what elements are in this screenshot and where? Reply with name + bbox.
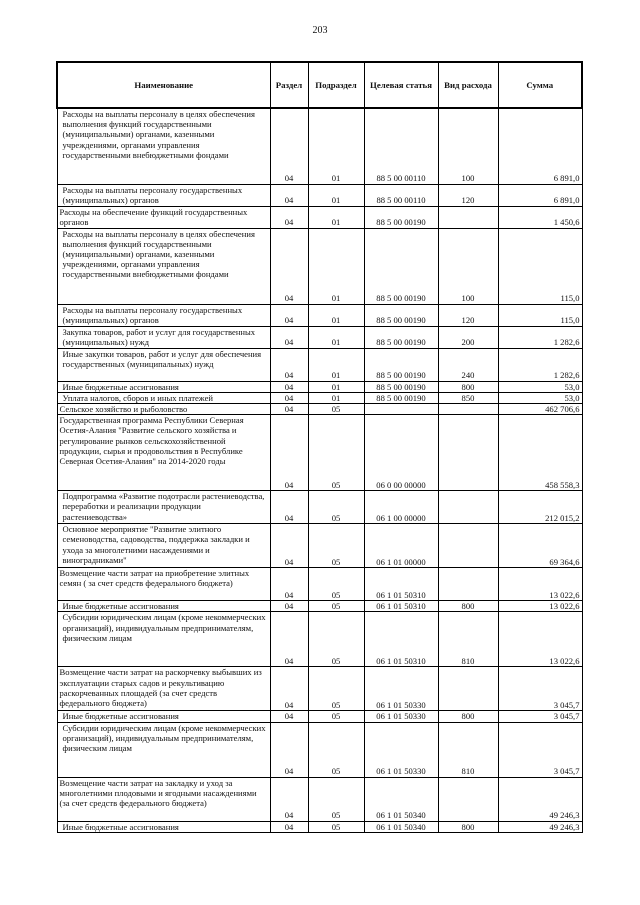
cell-name: Иные бюджетные ассигнования <box>57 381 270 392</box>
cell-section: 04 <box>270 415 308 491</box>
cell-target: 06 1 01 50310 <box>364 612 438 667</box>
cell-subsection: 05 <box>308 403 364 414</box>
table-row <box>57 403 582 414</box>
cell-target: 06 1 01 50340 <box>364 777 438 821</box>
cell-target: 06 1 01 50330 <box>364 711 438 722</box>
cell-target: 06 1 01 50340 <box>364 821 438 832</box>
cell-subsection: 01 <box>308 184 364 206</box>
cell-target: 88 5 00 00190 <box>364 304 438 326</box>
header-section: Раздел <box>270 62 308 108</box>
cell-subsection: 01 <box>308 206 364 228</box>
cell-section: 04 <box>270 206 308 228</box>
budget-table <box>56 61 583 833</box>
cell-name: Иные бюджетные ассигнования <box>57 711 270 722</box>
cell-sum: 462 706,6 <box>498 403 582 414</box>
cell-name: Государственная программа Республики Северная Осетия-Алания "Развитие сельского хозяйства и регулирование рынков сельскохозяйственной продукции, сырья и продовольствия в Республике Северная Осетия-Алания" на 2014-2020 годы <box>57 415 270 491</box>
cell-section: 04 <box>270 601 308 612</box>
cell-name: Иные бюджетные ассигнования <box>57 821 270 832</box>
cell-section: 04 <box>270 821 308 832</box>
cell-section: 04 <box>270 348 308 381</box>
cell-subsection: 01 <box>308 326 364 348</box>
cell-kind <box>438 568 498 601</box>
cell-section: 04 <box>270 722 308 777</box>
cell-subsection: 05 <box>308 524 364 568</box>
header-sum: Сумма <box>498 62 582 108</box>
cell-subsection: 05 <box>308 568 364 601</box>
cell-name: Расходы на выплаты персоналу в целях обеспечения выполнения функций государственными (муниципальными) органами, казенными учреждениями, органами управления государственными внебюджетными фондами <box>57 228 270 304</box>
cell-section: 04 <box>270 568 308 601</box>
cell-name: Иные бюджетные ассигнования <box>57 601 270 612</box>
cell-subsection: 05 <box>308 612 364 667</box>
cell-sum: 458 558,3 <box>498 415 582 491</box>
cell-sum: 49 246,3 <box>498 821 582 832</box>
header-kind: Вид расхода <box>438 62 498 108</box>
cell-name: Расходы на выплаты персоналу государственных (муниципальных) органов <box>57 184 270 206</box>
cell-name: Расходы на выплаты персоналу государственных (муниципальных) органов <box>57 304 270 326</box>
cell-target: 06 0 00 00000 <box>364 415 438 491</box>
table-row <box>57 821 582 832</box>
cell-subsection: 05 <box>308 711 364 722</box>
cell-target: 06 1 01 50330 <box>364 722 438 777</box>
cell-sum: 1 282,6 <box>498 348 582 381</box>
cell-sum: 53,0 <box>498 381 582 392</box>
cell-sum: 3 045,7 <box>498 667 582 711</box>
cell-name: Иные закупки товаров, работ и услуг для обеспечения государственных (муниципальных) нужд <box>57 348 270 381</box>
cell-name: Возмещение части затрат на приобретение элитных семян ( за счет средств федерального бюджета) <box>57 568 270 601</box>
cell-kind: 100 <box>438 108 498 184</box>
cell-subsection: 05 <box>308 667 364 711</box>
cell-kind <box>438 667 498 711</box>
table-row <box>57 491 582 524</box>
cell-subsection: 05 <box>308 491 364 524</box>
cell-section: 04 <box>270 403 308 414</box>
header-subsection: Подраздел <box>308 62 364 108</box>
table-row <box>57 667 582 711</box>
cell-target: 06 1 01 50330 <box>364 667 438 711</box>
cell-target: 88 5 00 00190 <box>364 326 438 348</box>
table-row <box>57 568 582 601</box>
cell-name: Подпрограмма «Развитие подотрасли растениеводства, переработки и реализации продукции растениеводства» <box>57 491 270 524</box>
cell-sum: 13 022,6 <box>498 601 582 612</box>
cell-sum: 1 282,6 <box>498 326 582 348</box>
cell-kind: 800 <box>438 601 498 612</box>
cell-subsection: 05 <box>308 415 364 491</box>
cell-section: 04 <box>270 667 308 711</box>
cell-kind <box>438 403 498 414</box>
cell-target: 88 5 00 00190 <box>364 381 438 392</box>
cell-sum: 49 246,3 <box>498 777 582 821</box>
cell-section: 04 <box>270 326 308 348</box>
cell-name: Расходы на обеспечение функций государственных органов <box>57 206 270 228</box>
cell-target <box>364 403 438 414</box>
cell-name: Возмещение части затрат на закладку и уход за многолетними плодовыми и ягодными насаждениями (за счет средств федерального бюджета) <box>57 777 270 821</box>
cell-sum: 3 045,7 <box>498 722 582 777</box>
cell-kind <box>438 415 498 491</box>
cell-sum: 3 045,7 <box>498 711 582 722</box>
cell-target: 88 5 00 00190 <box>364 206 438 228</box>
table-row <box>57 108 582 184</box>
header-name: Наименование <box>57 62 270 108</box>
cell-name: Уплата налогов, сборов и иных платежей <box>57 392 270 403</box>
cell-subsection: 01 <box>308 304 364 326</box>
header-target: Целевая статья <box>364 62 438 108</box>
cell-kind: 800 <box>438 821 498 832</box>
cell-subsection: 01 <box>308 228 364 304</box>
cell-target: 88 5 00 00190 <box>364 228 438 304</box>
table-row <box>57 206 582 228</box>
table-row <box>57 415 582 491</box>
table-row <box>57 326 582 348</box>
cell-kind: 800 <box>438 711 498 722</box>
cell-subsection: 01 <box>308 348 364 381</box>
cell-sum: 6 891,0 <box>498 184 582 206</box>
cell-section: 04 <box>270 491 308 524</box>
cell-section: 04 <box>270 228 308 304</box>
cell-name: Сельское хозяйство и рыболовство <box>57 403 270 414</box>
table-row <box>57 777 582 821</box>
cell-name: Субсидии юридическим лицам (кроме некоммерческих организаций), индивидуальным предпринимателям, физическим лицам <box>57 722 270 777</box>
table-row <box>57 348 582 381</box>
cell-kind <box>438 777 498 821</box>
cell-sum: 6 891,0 <box>498 108 582 184</box>
cell-kind: 100 <box>438 228 498 304</box>
table-row <box>57 304 582 326</box>
cell-subsection: 01 <box>308 381 364 392</box>
table-row <box>57 381 582 392</box>
cell-section: 04 <box>270 381 308 392</box>
table-row <box>57 601 582 612</box>
cell-section: 04 <box>270 392 308 403</box>
cell-section: 04 <box>270 304 308 326</box>
cell-kind: 850 <box>438 392 498 403</box>
cell-subsection: 05 <box>308 777 364 821</box>
cell-kind: 810 <box>438 612 498 667</box>
table-row <box>57 184 582 206</box>
cell-section: 04 <box>270 184 308 206</box>
table-row <box>57 524 582 568</box>
cell-section: 04 <box>270 108 308 184</box>
cell-section: 04 <box>270 777 308 821</box>
cell-sum: 13 022,6 <box>498 568 582 601</box>
table-header-row <box>57 62 582 108</box>
table-row <box>57 711 582 722</box>
cell-kind: 200 <box>438 326 498 348</box>
cell-section: 04 <box>270 524 308 568</box>
cell-target: 88 5 00 00110 <box>364 108 438 184</box>
table-row <box>57 228 582 304</box>
cell-kind: 810 <box>438 722 498 777</box>
cell-target: 06 1 01 50310 <box>364 568 438 601</box>
cell-kind: 120 <box>438 304 498 326</box>
cell-target: 88 5 00 00110 <box>364 184 438 206</box>
cell-name: Закупка товаров, работ и услуг для государственных (муниципальных) нужд <box>57 326 270 348</box>
cell-kind: 240 <box>438 348 498 381</box>
table-row <box>57 392 582 403</box>
cell-target: 06 1 01 50310 <box>364 601 438 612</box>
cell-target: 06 1 01 00000 <box>364 524 438 568</box>
cell-subsection: 05 <box>308 722 364 777</box>
cell-name: Субсидии юридическим лицам (кроме некоммерческих организаций), индивидуальным предпринимателям, физическим лицам <box>57 612 270 667</box>
cell-subsection: 05 <box>308 821 364 832</box>
cell-subsection: 01 <box>308 108 364 184</box>
cell-subsection: 01 <box>308 392 364 403</box>
cell-kind <box>438 206 498 228</box>
cell-kind: 120 <box>438 184 498 206</box>
cell-kind <box>438 491 498 524</box>
cell-name: Возмещение части затрат на раскорчевку выбывших из эксплуатации старых садов и рекультивацию раскорчеванных площадей (за счет средств федерального бюджета) <box>57 667 270 711</box>
cell-subsection: 05 <box>308 601 364 612</box>
cell-target: 88 5 00 00190 <box>364 392 438 403</box>
cell-sum: 212 015,2 <box>498 491 582 524</box>
cell-sum: 53,0 <box>498 392 582 403</box>
cell-section: 04 <box>270 612 308 667</box>
cell-name: Основное мероприятие "Развитие элитного семеноводства, садоводства, поддержка закладки и ухода за многолетними насаждениями и виноградниками" <box>57 524 270 568</box>
cell-target: 06 1 00 00000 <box>364 491 438 524</box>
cell-target: 88 5 00 00190 <box>364 348 438 381</box>
page-number: 203 <box>312 25 328 36</box>
cell-sum: 69 364,6 <box>498 524 582 568</box>
cell-section: 04 <box>270 711 308 722</box>
cell-sum: 115,0 <box>498 228 582 304</box>
table-row <box>57 612 582 667</box>
cell-kind <box>438 524 498 568</box>
cell-sum: 115,0 <box>498 304 582 326</box>
cell-name: Расходы на выплаты персоналу в целях обеспечения выполнения функций государственными (муниципальными) органами, казенными учреждениями, органами управления государственными внебюджетными фондами <box>57 108 270 184</box>
table-row <box>57 722 582 777</box>
cell-sum: 13 022,6 <box>498 612 582 667</box>
cell-kind: 800 <box>438 381 498 392</box>
cell-sum: 1 450,6 <box>498 206 582 228</box>
